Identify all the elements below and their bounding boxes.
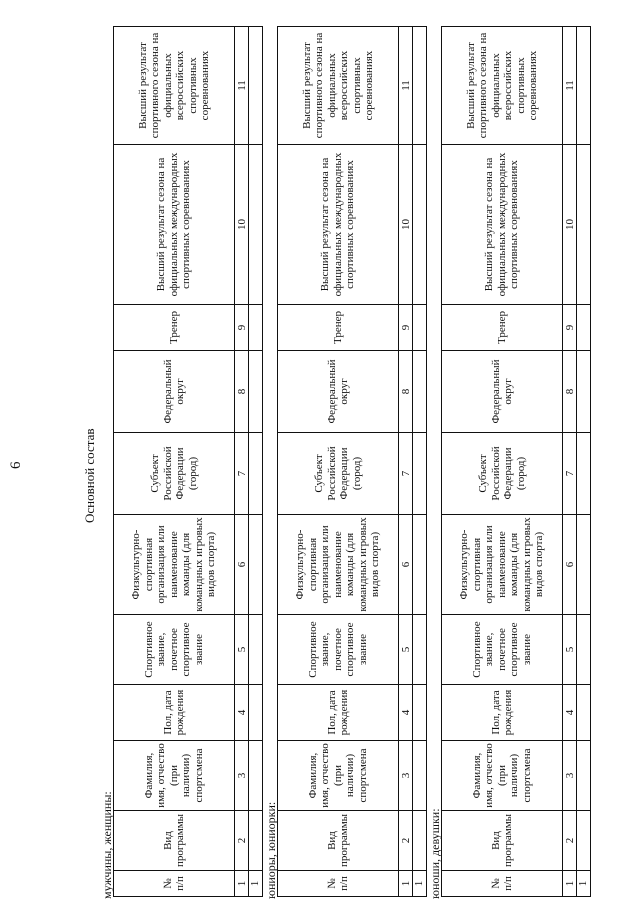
column-number-program-type-col: 2 xyxy=(563,811,577,871)
row-1-cell-program-type-col[interactable] xyxy=(249,811,263,871)
header-international-result-col: Высший результат сезона на официальных международных спортивных соревнованиях xyxy=(114,145,235,305)
section-label-adults: мужчины, женщины: xyxy=(100,791,114,899)
section-label-juniors: юниоры, юниорки: xyxy=(264,801,278,899)
row-1-cell-federal-district-col[interactable] xyxy=(249,351,263,433)
header-number-col: № п/п xyxy=(114,871,235,897)
row-1-cell-national-result-col[interactable] xyxy=(249,27,263,145)
column-number-organization-col: 6 xyxy=(563,515,577,615)
roster-table-adults xyxy=(113,26,263,897)
header-international-result-col: Высший результат сезона на официальных международных спортивных соревнованиях xyxy=(442,145,563,305)
column-number-organization-col: 6 xyxy=(399,515,413,615)
column-number-international-result-col: 10 xyxy=(399,145,413,305)
header-federal-district-col: Федеральный округ xyxy=(114,351,235,433)
row-1-cell-program-type-col[interactable] xyxy=(413,811,427,871)
row-1-cell-coach-col[interactable] xyxy=(249,305,263,351)
row-1-cell-program-type-col[interactable] xyxy=(577,811,591,871)
row-1-cell-athlete-name-col[interactable] xyxy=(413,741,427,811)
header-region-col: Субъект Российской Федерации (город) xyxy=(442,433,563,515)
row-1-cell-federal-district-col[interactable] xyxy=(413,351,427,433)
column-number-national-result-col: 11 xyxy=(563,27,577,145)
column-number-organization-col: 6 xyxy=(235,515,249,615)
header-sport-title-col: Спортивное звание, почетное спортивное звание xyxy=(278,615,399,685)
column-number-sex-birthdate-col: 4 xyxy=(399,685,413,741)
row-1-cell-athlete-name-col[interactable] xyxy=(577,741,591,811)
column-number-coach-col: 9 xyxy=(235,305,249,351)
row-1-cell-sex-birthdate-col[interactable] xyxy=(249,685,263,741)
row-1-cell-international-result-col[interactable] xyxy=(577,145,591,305)
column-number-program-type-col: 2 xyxy=(399,811,413,871)
column-number-sex-birthdate-col: 4 xyxy=(235,685,249,741)
row-1-cell-organization-col[interactable] xyxy=(413,515,427,615)
header-program-type-col: Вид программы xyxy=(442,811,563,871)
row-1-cell-federal-district-col[interactable] xyxy=(577,351,591,433)
column-number-number-col: 1 xyxy=(399,871,413,897)
row-1-cell-sport-title-col[interactable] xyxy=(577,615,591,685)
column-number-federal-district-col: 8 xyxy=(563,351,577,433)
header-number-col: № п/п xyxy=(442,871,563,897)
column-number-athlete-name-col: 3 xyxy=(399,741,413,811)
header-athlete-name-col: Фамилия, имя, отчество (при наличии) спортсмена xyxy=(114,741,235,811)
column-number-region-col: 7 xyxy=(235,433,249,515)
column-number-coach-col: 9 xyxy=(563,305,577,351)
column-number-federal-district-col: 8 xyxy=(399,351,413,433)
row-1-cell-number-col[interactable]: 1 xyxy=(577,871,591,897)
header-program-type-col: Вид программы xyxy=(278,811,399,871)
header-region-col: Субъект Российской Федерации (город) xyxy=(114,433,235,515)
header-organization-col: Физкультурно-спортивная организация или наименование команды (для командных игровых видов спорта) xyxy=(278,515,399,615)
column-number-sport-title-col: 5 xyxy=(563,615,577,685)
row-1-cell-number-col[interactable]: 1 xyxy=(413,871,427,897)
row-1-cell-organization-col[interactable] xyxy=(577,515,591,615)
column-number-region-col: 7 xyxy=(563,433,577,515)
row-1-cell-international-result-col[interactable] xyxy=(413,145,427,305)
column-number-number-col: 1 xyxy=(235,871,249,897)
header-region-col: Субъект Российской Федерации (город) xyxy=(278,433,399,515)
row-1-cell-coach-col[interactable] xyxy=(577,305,591,351)
row-1-cell-sex-birthdate-col[interactable] xyxy=(413,685,427,741)
header-program-type-col: Вид программы xyxy=(114,811,235,871)
row-1-cell-national-result-col[interactable] xyxy=(577,27,591,145)
column-number-number-col: 1 xyxy=(563,871,577,897)
row-1-cell-sex-birthdate-col[interactable] xyxy=(577,685,591,741)
column-number-athlete-name-col: 3 xyxy=(235,741,249,811)
row-1-cell-region-col[interactable] xyxy=(413,433,427,515)
row-1-cell-region-col[interactable] xyxy=(249,433,263,515)
header-sex-birthdate-col: Пол, дата рождения xyxy=(278,685,399,741)
row-1-cell-national-result-col[interactable] xyxy=(413,27,427,145)
roster-table-youth xyxy=(441,26,591,897)
column-number-coach-col: 9 xyxy=(399,305,413,351)
header-sport-title-col: Спортивное звание, почетное спортивное звание xyxy=(114,615,235,685)
row-1-cell-sport-title-col[interactable] xyxy=(249,615,263,685)
header-international-result-col: Высший результат сезона на официальных международных спортивных соревнованиях xyxy=(278,145,399,305)
row-1-cell-sport-title-col[interactable] xyxy=(413,615,427,685)
column-number-national-result-col: 11 xyxy=(235,27,249,145)
row-1-cell-region-col[interactable] xyxy=(577,433,591,515)
document-title: Основной состав xyxy=(82,428,97,523)
row-1-cell-organization-col[interactable] xyxy=(249,515,263,615)
section-label-youth: юноши, девушки: xyxy=(428,808,442,899)
row-1-cell-international-result-col[interactable] xyxy=(249,145,263,305)
column-number-sport-title-col: 5 xyxy=(399,615,413,685)
header-organization-col: Физкультурно-спортивная организация или наименование команды (для командных игровых видов спорта) xyxy=(114,515,235,615)
row-1-cell-coach-col[interactable] xyxy=(413,305,427,351)
header-sex-birthdate-col: Пол, дата рождения xyxy=(114,685,235,741)
header-athlete-name-col: Фамилия, имя, отчество (при наличии) спортсмена xyxy=(442,741,563,811)
column-number-athlete-name-col: 3 xyxy=(563,741,577,811)
column-number-international-result-col: 10 xyxy=(235,145,249,305)
column-number-sex-birthdate-col: 4 xyxy=(563,685,577,741)
row-1-cell-athlete-name-col[interactable] xyxy=(249,741,263,811)
header-number-col: № п/п xyxy=(278,871,399,897)
header-national-result-col: Высший результат спортивного сезона на официальных всероссийских спортивных соревнованиях xyxy=(442,27,563,145)
header-national-result-col: Высший результат спортивного сезона на официальных всероссийских спортивных соревнованиях xyxy=(114,27,235,145)
header-federal-district-col: Федеральный округ xyxy=(442,351,563,433)
column-number-sport-title-col: 5 xyxy=(235,615,249,685)
header-coach-col: Тренер xyxy=(442,305,563,351)
header-sex-birthdate-col: Пол, дата рождения xyxy=(442,685,563,741)
column-number-national-result-col: 11 xyxy=(399,27,413,145)
header-organization-col: Физкультурно-спортивная организация или наименование команды (для командных игровых видов спорта) xyxy=(442,515,563,615)
column-number-international-result-col: 10 xyxy=(563,145,577,305)
header-national-result-col: Высший результат спортивного сезона на официальных всероссийских спортивных соревнованиях xyxy=(278,27,399,145)
header-sport-title-col: Спортивное звание, почетное спортивное звание xyxy=(442,615,563,685)
header-federal-district-col: Федеральный округ xyxy=(278,351,399,433)
column-number-region-col: 7 xyxy=(399,433,413,515)
header-coach-col: Тренер xyxy=(114,305,235,351)
column-number-program-type-col: 2 xyxy=(235,811,249,871)
column-number-federal-district-col: 8 xyxy=(235,351,249,433)
header-coach-col: Тренер xyxy=(278,305,399,351)
header-athlete-name-col: Фамилия, имя, отчество (при наличии) спортсмена xyxy=(278,741,399,811)
page-number: 6 xyxy=(8,461,24,469)
roster-table-juniors xyxy=(277,26,427,897)
row-1-cell-number-col[interactable]: 1 xyxy=(249,871,263,897)
